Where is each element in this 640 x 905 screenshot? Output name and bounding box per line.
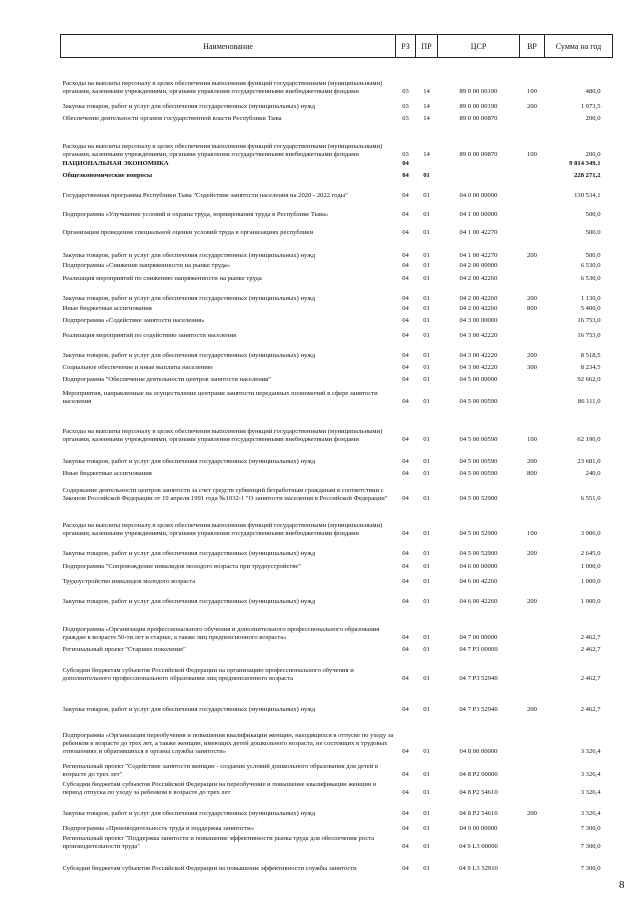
header-vr: ВР <box>520 35 545 58</box>
cell-rz: 04 <box>402 770 409 778</box>
cell-vr: 200 <box>527 102 537 110</box>
cell-csr: 89 0 00 00870 <box>459 114 498 122</box>
cell-vr <box>520 111 545 123</box>
cell-name: Закупка товаров, работ и услуг для обеспечения государственных (муниципальных) нужд <box>62 705 316 713</box>
cell-rz: 04 <box>402 842 409 850</box>
cell-name: Закупка товаров, работ и услуг для обеспечения государственных (муниципальных) нужд <box>62 251 316 259</box>
cell-vr: 800 <box>527 469 537 477</box>
cell-vr <box>520 180 545 200</box>
cell-rz: 04 <box>402 469 409 477</box>
cell-sum: 200,0 <box>585 150 601 158</box>
cell-pr: 01 <box>423 469 430 477</box>
cell-sum: 7 300,0 <box>580 864 601 872</box>
cell-rz: 04 <box>402 457 409 465</box>
cell-sum: 500,0 <box>585 228 601 236</box>
cell-name: Иные бюджетные ассигнования <box>62 304 152 312</box>
cell-vr <box>520 270 545 283</box>
cell-csr: 04 3 00 42220 <box>459 331 498 339</box>
cell-rz: 04 <box>402 351 409 359</box>
cell-pr: 01 <box>423 824 430 832</box>
cell-csr: 04 5 00 00590 <box>459 469 498 477</box>
table-row <box>61 797 613 818</box>
cell-rz: 04 <box>402 191 409 199</box>
cell-rz: 04 <box>402 331 409 339</box>
cell-sum: 3 906,0 <box>580 529 601 537</box>
cell-csr: 04 6 00 42260 <box>459 597 498 605</box>
cell-name: Обеспечение деятельности органов государственной власти Республики Тыва <box>62 114 282 122</box>
cell-pr: 14 <box>423 150 430 158</box>
cell-vr <box>520 372 545 384</box>
cell-csr: 04 5 00 52900 <box>459 529 498 537</box>
table-body <box>61 58 613 873</box>
cell-vr: 200 <box>527 597 537 605</box>
cell-vr <box>520 851 545 873</box>
table-row <box>61 260 613 270</box>
table-row <box>61 313 613 325</box>
cell-rz: 04 <box>402 705 409 713</box>
cell-sum: 240,0 <box>585 469 601 477</box>
cell-name: Общеэкономические вопросы <box>62 171 153 179</box>
cell-vr <box>520 219 545 237</box>
cell-sum: 1 073,5 <box>580 102 601 110</box>
table-row <box>61 833 613 851</box>
cell-vr <box>520 200 545 219</box>
cell-sum: 7 300,0 <box>580 842 601 850</box>
cell-rz: 04 <box>402 633 409 641</box>
cell-csr: 04 9 L3 52910 <box>459 864 498 872</box>
cell-name: Подпрограмма «Производительность труда и поддержка занятости» <box>62 824 254 832</box>
table-row <box>61 384 613 406</box>
cell-vr <box>520 642 545 654</box>
cell-pr <box>416 159 438 168</box>
cell-csr: 04 9 00 00000 <box>459 824 498 832</box>
cell-sum: 2 645,0 <box>580 549 601 557</box>
cell-sum: 3 326,4 <box>580 809 601 817</box>
cell-name: Подпрограмма «Снижение напряженности на рынке труда» <box>62 261 231 269</box>
cell-sum: 86 111,0 <box>577 397 601 405</box>
cell-sum: 1 000,0 <box>580 577 601 585</box>
cell-sum: 200,0 <box>585 114 601 122</box>
header-csr: ЦСР <box>438 35 520 58</box>
cell-csr: 04 5 00 00590 <box>459 435 498 443</box>
cell-rz: 04 <box>402 597 409 605</box>
cell-sum: 9 814 349,1 <box>569 159 601 167</box>
cell-vr <box>520 558 545 571</box>
cell-rz: 04 <box>402 228 409 236</box>
cell-pr: 01 <box>423 210 430 218</box>
cell-sum: 92 662,0 <box>577 375 601 383</box>
table-row <box>61 466 613 478</box>
cell-pr: 01 <box>423 457 430 465</box>
cell-pr: 01 <box>423 171 430 179</box>
cell-name: Региональный проект "Поддержка занятости и повышение эффективности рынка труда для обеспечения роста производительности труда" <box>62 834 375 850</box>
cell-sum: 1 000,0 <box>580 597 601 605</box>
cell-pr: 01 <box>423 577 430 585</box>
cell-sum: 8 518,5 <box>580 351 601 359</box>
cell-csr: 04 5 00 52900 <box>459 494 498 502</box>
cell-pr: 01 <box>423 842 430 850</box>
cell-sum: 3 326,4 <box>580 747 601 755</box>
cell-rz: 03 <box>402 87 409 95</box>
cell-csr: 04 2 00 42260 <box>459 304 498 312</box>
cell-vr: 200 <box>527 351 537 359</box>
cell-pr: 14 <box>423 102 430 110</box>
table-row <box>61 478 613 503</box>
table-row <box>61 219 613 237</box>
table-row <box>61 538 613 558</box>
table-row <box>61 714 613 756</box>
table-row <box>61 96 613 111</box>
cell-name: Социальное обеспечение и иные выплаты населению <box>62 363 213 371</box>
cell-rz: 04 <box>402 261 409 269</box>
cell-sum: 3 326,4 <box>580 788 601 796</box>
cell-sum: 130 534,1 <box>574 191 601 199</box>
cell-pr: 01 <box>423 864 430 872</box>
cell-rz: 04 <box>402 674 409 682</box>
cell-sum: 1 130,0 <box>580 294 601 302</box>
cell-csr: 04 8 P2 54610 <box>459 809 498 817</box>
table-row <box>61 558 613 571</box>
cell-rz: 04 <box>402 788 409 796</box>
cell-name: Закупка товаров, работ и услуг для обеспечения государственных (муниципальных) нужд <box>62 549 316 557</box>
cell-rz: 03 <box>402 102 409 110</box>
cell-name: Реализация мероприятий по снижению напряженности на рынке труда <box>62 274 262 282</box>
cell-pr: 01 <box>423 529 430 537</box>
cell-name: Закупка товаров, работ и услуг для обеспечения государственных (муниципальных) нужд <box>62 457 316 465</box>
cell-rz: 03 <box>402 114 409 122</box>
cell-sum: 2 462,7 <box>580 705 601 713</box>
cell-name: Подпрограмма «Улучшение условий и охраны труда, нормирования труда в Республике Тыва» <box>62 210 329 218</box>
cell-rz: 04 <box>402 304 409 312</box>
cell-name: Трудоустройство инвалидов молодого возраста <box>62 577 196 585</box>
table-row <box>61 756 613 779</box>
cell-sum: 500,0 <box>585 210 601 218</box>
cell-vr: 200 <box>527 705 537 713</box>
cell-csr: 04 9 L3 00000 <box>459 842 498 850</box>
cell-csr: 04 3 00 00000 <box>459 316 498 324</box>
cell-csr: 89 0 00 00190 <box>459 102 498 110</box>
table-row <box>61 606 613 642</box>
cell-name: Иные бюджетные ассигнования <box>62 469 152 477</box>
cell-csr: 04 7 00 00000 <box>459 633 498 641</box>
cell-vr: 100 <box>527 150 537 158</box>
cell-pr: 01 <box>423 645 430 653</box>
cell-csr: 04 1 00 42270 <box>459 251 498 259</box>
cell-sum: 6 530,0 <box>580 274 601 282</box>
cell-pr: 14 <box>423 87 430 95</box>
cell-csr: 89 0 00 00870 <box>459 150 498 158</box>
cell-vr <box>520 159 545 168</box>
cell-name: Субсидии бюджетам субъектов Российской Федерации на организацию профессионального обучения и дополнительного профессионального образования лиц предпенсионного возраста <box>62 666 354 682</box>
cell-vr: 200 <box>527 549 537 557</box>
cell-rz: 04 <box>402 747 409 755</box>
cell-rz: 03 <box>402 150 409 158</box>
cell-pr: 14 <box>423 114 430 122</box>
cell-name: Закупка товаров, работ и услуг для обеспечения государственных (муниципальных) нужд <box>62 351 316 359</box>
cell-pr: 01 <box>423 597 430 605</box>
cell-name: Закупка товаров, работ и услуг для обеспечения государственных (муниципальных) нужд <box>62 809 316 817</box>
cell-csr: 04 0 00 00000 <box>459 191 498 199</box>
cell-rz: 04 <box>402 577 409 585</box>
cell-pr: 01 <box>423 494 430 502</box>
cell-sum: 2 462,7 <box>580 674 601 682</box>
cell-name: Организация проведения специальной оценки условий труда в организациях республики <box>62 228 313 236</box>
cell-sum: 6 530,0 <box>580 261 601 269</box>
cell-rz: 04 <box>402 294 409 302</box>
cell-vr: 300 <box>527 363 537 371</box>
table-row <box>61 180 613 200</box>
cell-rz: 04 <box>402 435 409 443</box>
cell-rz: 04 <box>402 864 409 872</box>
cell-csr: 04 5 00 00000 <box>459 375 498 383</box>
cell-rz: 04 <box>402 363 409 371</box>
table-row <box>61 779 613 797</box>
cell-csr: 04 1 00 42270 <box>459 228 498 236</box>
cell-vr: 200 <box>527 457 537 465</box>
cell-rz: 04 <box>402 397 409 405</box>
table-row <box>61 642 613 654</box>
cell-pr: 01 <box>423 770 430 778</box>
cell-pr: 01 <box>423 375 430 383</box>
cell-csr: 04 7 P3 52940 <box>459 674 498 682</box>
cell-pr: 01 <box>423 747 430 755</box>
cell-sum: 480,0 <box>585 87 601 95</box>
cell-csr: 89 0 00 00190 <box>459 87 498 95</box>
cell-vr: 200 <box>527 294 537 302</box>
cell-csr: 04 8 P2 00000 <box>459 770 498 778</box>
table-row <box>61 270 613 283</box>
cell-pr: 01 <box>423 397 430 405</box>
cell-csr: 04 3 00 42220 <box>459 363 498 371</box>
cell-vr <box>520 313 545 325</box>
cell-csr: 04 2 00 42260 <box>459 274 498 282</box>
table-row <box>61 818 613 833</box>
cell-pr: 01 <box>423 549 430 557</box>
table-row <box>61 406 613 444</box>
cell-sum: 500,0 <box>585 251 601 259</box>
cell-rz: 04 <box>402 159 409 167</box>
table-row <box>61 283 613 303</box>
table-row <box>61 654 613 683</box>
cell-rz: 04 <box>402 171 409 179</box>
cell-sum: 62 190,0 <box>577 435 601 443</box>
header-sum: Сумма на год <box>545 35 613 58</box>
header-name: Наименование <box>61 35 396 58</box>
cell-csr: 04 7 P3 00000 <box>459 645 498 653</box>
cell-name: Подпрограмма "Сопровождение инвалидов молодого возраста при трудоустройстве" <box>62 562 301 570</box>
cell-vr <box>520 571 545 586</box>
cell-sum: 3 326,4 <box>580 770 601 778</box>
cell-rz: 04 <box>402 562 409 570</box>
cell-pr: 01 <box>423 674 430 682</box>
cell-sum: 16 753,0 <box>577 331 601 339</box>
table-header-row <box>61 35 613 58</box>
cell-pr: 01 <box>423 435 430 443</box>
cell-csr: 04 3 00 42220 <box>459 351 498 359</box>
table-row <box>61 200 613 219</box>
cell-vr <box>520 714 545 756</box>
cell-csr <box>438 168 520 180</box>
table-row <box>61 123 613 159</box>
cell-pr: 01 <box>423 633 430 641</box>
budget-sheet <box>60 34 612 873</box>
cell-pr: 01 <box>423 705 430 713</box>
cell-vr <box>520 325 545 340</box>
cell-name: Региональный проект "Содействие занятости женщин - создание условий дошкольного образования для детей в возрасте до трех лет" <box>62 762 378 778</box>
cell-csr: 04 6 00 00000 <box>459 562 498 570</box>
table-row <box>61 503 613 538</box>
table-row <box>61 168 613 180</box>
table-row <box>61 325 613 340</box>
cell-vr <box>520 478 545 503</box>
cell-pr: 01 <box>423 228 430 236</box>
table-row <box>61 111 613 123</box>
cell-name: Субсидии бюджетам субъектов Российской Федерации на повышение эффективности службы занятости <box>62 864 357 872</box>
table-row <box>61 571 613 586</box>
cell-pr: 01 <box>423 809 430 817</box>
cell-name: Подпрограмма «Организация переобучения и повышения квалификации женщин, находящихся в отпуске по уходу за ребенком в возрасте до трех лет, а также женщин, имеющих детей дошкольного возраста, не состоящих в трудовых отношениях и обратившихся в органы службы занятости» <box>62 731 394 755</box>
cell-sum: 228 271,2 <box>574 171 601 179</box>
cell-name: Закупка товаров, работ и услуг для обеспечения государственных (муниципальных) нужд <box>62 597 316 605</box>
cell-csr: 04 5 00 52900 <box>459 549 498 557</box>
cell-rz: 04 <box>402 274 409 282</box>
table-row <box>61 58 613 96</box>
cell-name: НАЦИОНАЛЬНАЯ ЭКОНОМИКА <box>62 159 169 167</box>
cell-rz: 04 <box>402 529 409 537</box>
cell-name: Подпрограмма "Обеспечение деятельности центров занятости населения" <box>62 375 271 383</box>
cell-pr: 01 <box>423 261 430 269</box>
cell-vr: 200 <box>527 809 537 817</box>
table-row <box>61 159 613 168</box>
cell-sum: 8 234,5 <box>580 363 601 371</box>
cell-sum: 23 681,0 <box>577 457 601 465</box>
header-rz: РЗ <box>396 35 416 58</box>
cell-name: Закупка товаров, работ и услуг для обеспечения государственных (муниципальных) нужд <box>62 102 316 110</box>
cell-vr <box>520 818 545 833</box>
cell-csr: 04 5 00 00590 <box>459 457 498 465</box>
cell-name: Расходы на выплаты персоналу в целях обеспечения выполнения функций государственными (муниципальными) органами, казенными учреждениями, органами управления государственными внебюджетными фондами <box>62 142 383 158</box>
cell-pr: 01 <box>423 363 430 371</box>
cell-csr: 04 2 00 42260 <box>459 294 498 302</box>
cell-name: Подпрограмма «Организация профессионального обучения и дополнительного профессионального образования граждан в возрасте 50-ти лет и старше, а также лиц предпенсионного возраста» <box>62 625 380 641</box>
cell-vr: 200 <box>527 251 537 259</box>
table-row <box>61 360 613 372</box>
cell-vr <box>520 833 545 851</box>
cell-sum: 1 000,0 <box>580 562 601 570</box>
cell-csr: 04 6 00 42260 <box>459 577 498 585</box>
cell-csr: 04 8 00 00000 <box>459 747 498 755</box>
cell-pr: 01 <box>423 562 430 570</box>
table-row <box>61 340 613 360</box>
table-row <box>61 237 613 260</box>
cell-csr: 04 1 00 00000 <box>459 210 498 218</box>
cell-name: Реализация мероприятий по содействию занятости населения <box>62 331 237 339</box>
cell-sum: 6 551,0 <box>580 494 601 502</box>
cell-name: Содержание деятельности центров занятости за счет средств субвенций безработным гражданам в соответствии с Законом Российской Федерации от 19 апреля 1991 года №1032-1 "О занятости населения в Российской Федерации" <box>62 486 388 502</box>
cell-csr <box>438 159 520 168</box>
cell-sum: 16 753,0 <box>577 316 601 324</box>
page-number: 8 <box>619 879 625 891</box>
cell-rz: 04 <box>402 375 409 383</box>
cell-vr <box>520 384 545 406</box>
cell-rz: 04 <box>402 809 409 817</box>
cell-sum: 5 400,0 <box>580 304 601 312</box>
cell-vr: 100 <box>527 435 537 443</box>
cell-csr: 04 7 P3 52940 <box>459 705 498 713</box>
cell-sum: 2 462,7 <box>580 633 601 641</box>
cell-rz: 04 <box>402 645 409 653</box>
cell-csr: 04 2 00 00000 <box>459 261 498 269</box>
table-row <box>61 586 613 606</box>
cell-pr: 01 <box>423 316 430 324</box>
cell-vr <box>520 606 545 642</box>
cell-pr: 01 <box>423 294 430 302</box>
cell-rz: 04 <box>402 316 409 324</box>
cell-csr: 04 5 00 00590 <box>459 397 498 405</box>
table-row <box>61 444 613 466</box>
cell-vr <box>520 654 545 683</box>
cell-vr <box>520 260 545 270</box>
cell-rz: 04 <box>402 824 409 832</box>
budget-table <box>60 34 613 873</box>
table-row <box>61 851 613 873</box>
cell-pr: 01 <box>423 351 430 359</box>
cell-name: Закупка товаров, работ и услуг для обеспечения государственных (муниципальных) нужд <box>62 294 316 302</box>
table-row <box>61 683 613 714</box>
cell-vr: 800 <box>527 304 537 312</box>
cell-name: Расходы на выплаты персоналу в целях обеспечения выполнения функций государственными (муниципальными) органами, казенными учреждениями, органами управления государственными внебюджетными фондами <box>62 521 383 537</box>
cell-sum: 7 300,0 <box>580 824 601 832</box>
cell-rz: 04 <box>402 549 409 557</box>
cell-csr: 04 8 P2 54610 <box>459 788 498 796</box>
cell-name: Государственная программа Республики Тыва "Содействие занятости населения на 2020 - 2022 годы" <box>62 191 348 199</box>
cell-pr: 01 <box>423 304 430 312</box>
cell-rz: 04 <box>402 494 409 502</box>
cell-pr: 01 <box>423 274 430 282</box>
cell-rz: 04 <box>402 251 409 259</box>
cell-pr: 01 <box>423 331 430 339</box>
cell-name: Субсидии бюджетам субъектов Российской Федерации на переобучение и повышение квалификации женщин в период отпуска по уходу за ребенком в возрасте до трех лет <box>62 780 377 796</box>
cell-pr: 01 <box>423 251 430 259</box>
table-row <box>61 372 613 384</box>
cell-vr <box>520 779 545 797</box>
cell-rz: 04 <box>402 210 409 218</box>
cell-pr: 01 <box>423 191 430 199</box>
cell-name: Расходы на выплаты персоналу в целях обеспечения выполнения функций государственными (муниципальными) органами, казенными учреждениями, органами управления государственными внебюджетными фондами <box>62 79 383 95</box>
cell-vr <box>520 168 545 180</box>
cell-name: Подпрограмма «Содействие занятости населения» <box>62 316 205 324</box>
cell-vr: 100 <box>527 529 537 537</box>
cell-name: Региональный проект "Старшее поколение" <box>62 645 186 653</box>
cell-name: Мероприятия, направленные на осуществление центрами занятости переданных полномочий в сфере занятости населения <box>62 389 378 405</box>
cell-vr <box>520 756 545 779</box>
cell-sum: 2 462,7 <box>580 645 601 653</box>
cell-vr: 100 <box>527 87 537 95</box>
header-pr: ПР <box>416 35 438 58</box>
cell-name: Расходы на выплаты персоналу в целях обеспечения выполнения функций государственными (муниципальными) органами, казенными учреждениями, органами управления государственными внебюджетными фондами <box>62 427 383 443</box>
table-row <box>61 303 613 313</box>
cell-pr: 01 <box>423 788 430 796</box>
